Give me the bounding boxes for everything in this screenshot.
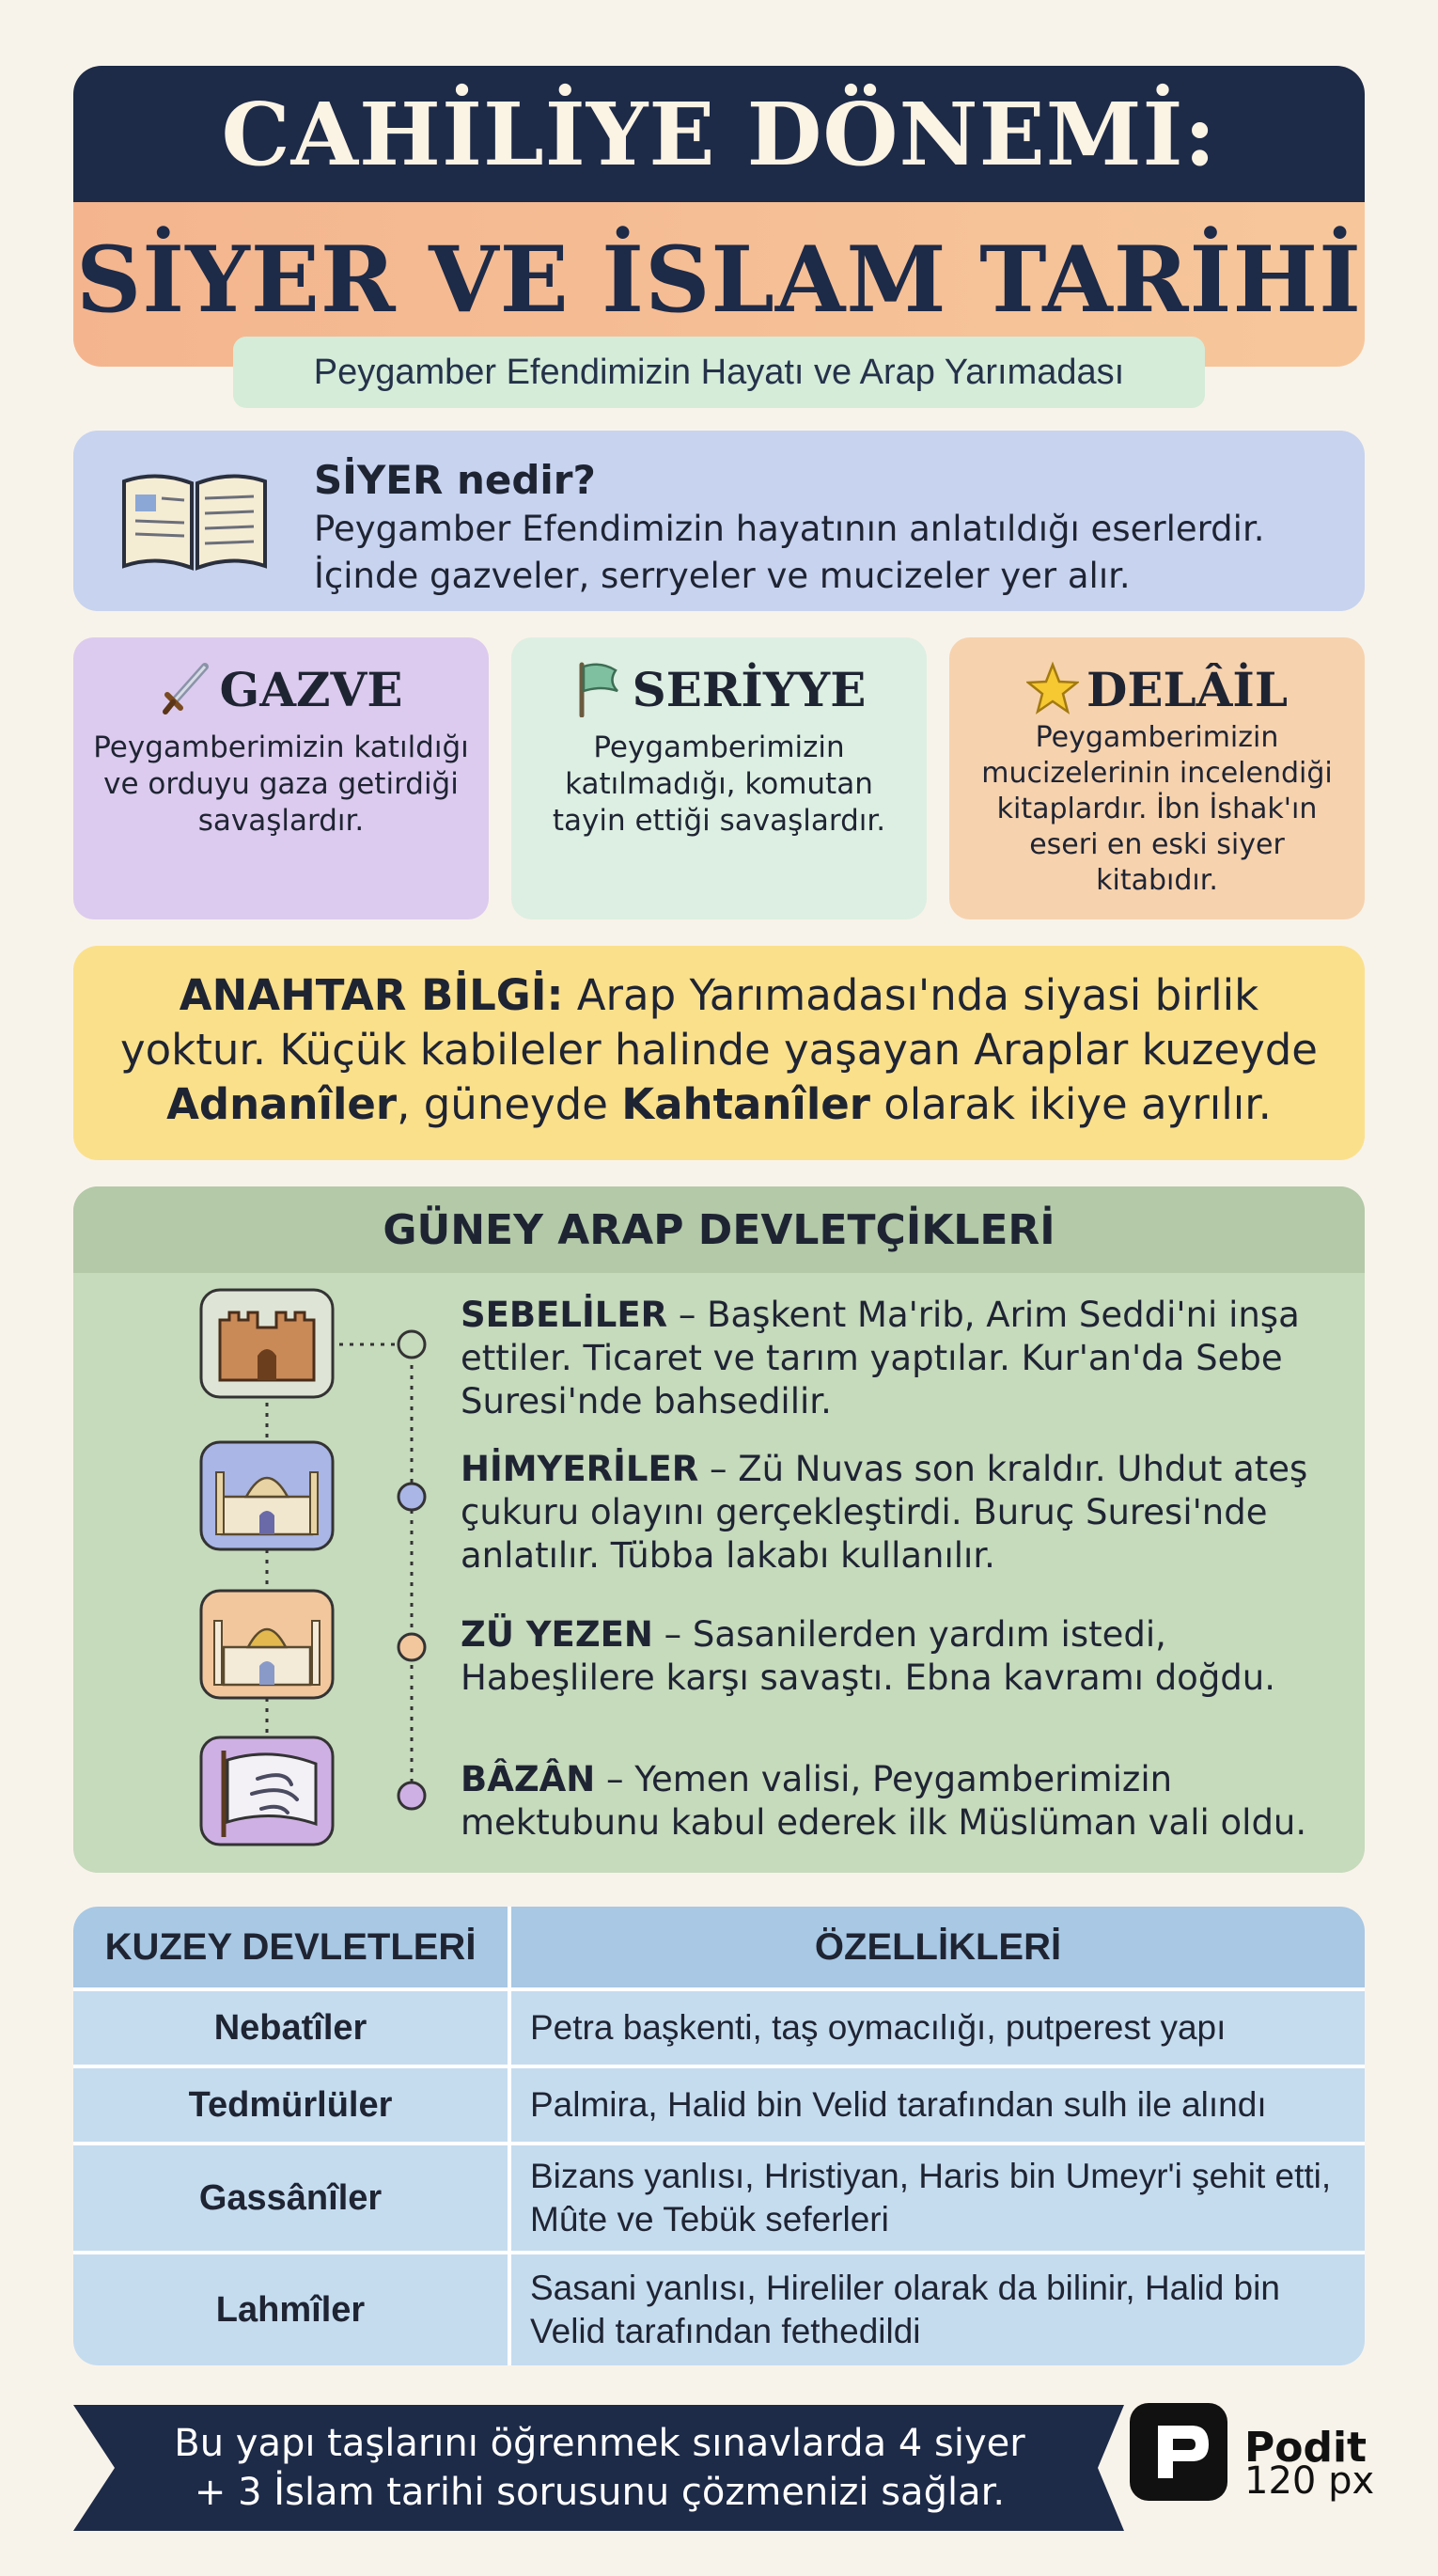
subtitle: Peygamber Efendimizin Hayatı ve Arap Yarımadası (233, 337, 1205, 408)
footer-ribbon (73, 2405, 1124, 2531)
card-seriyye-text: Peygamberimizin katılmadığı, komutan tayin ettiği savaşlardır. (552, 730, 886, 838)
siyer-line-1: Peygamber Efendimizin hayatının anlatıldığı eserlerdir. (314, 509, 1265, 549)
key-info-box (73, 946, 1365, 1160)
card-delail-title: DELÂİL (1086, 661, 1288, 717)
card-delail-text: Peygamberimizin mucizelerinin incelendiği kitaplardır. İbn İshak'ın eseri en eski siyer kitabıdır. (981, 721, 1333, 897)
footer-line-1: Bu yapı taşlarını öğrenmek sınavlarda 4 siyer (174, 2422, 1025, 2465)
mosque-icon (201, 1591, 333, 1698)
table-row (73, 2068, 1365, 2142)
card-delail (949, 637, 1365, 919)
brand-name: Podit (1244, 2424, 1368, 2472)
table-header-col2: ÖZELLİKLERİ (511, 1907, 1365, 1987)
bazan-text: – Yemen valisi, Peygamberimizin mektubunu kabul ederek ilk Müslüman vali oldu. (461, 1759, 1307, 1843)
title-line-1: CAHİLİYE DÖNEMİ: (221, 83, 1217, 185)
himyeriler-text: – Zü Nuvas son kraldır. Uhdut ateş çukuru olayını gerçekleştirdi. Buruç Suresi'nde anlatılır. Tübba lakabı kullanılır. (461, 1449, 1308, 1576)
key-label: ANAHTAR BİLGİ: (179, 970, 564, 1020)
zu-yezen-text: – Sasanilerden yardım istedi, Habeşlilere karşı savaştı. Ebna kavramı doğdu. (461, 1614, 1276, 1698)
table-cell-name: Gassânîler (73, 2145, 508, 2251)
sword-icon (160, 661, 212, 717)
table-cell-name: Lahmîler (73, 2254, 508, 2365)
bazan-name: BÂZÂN (461, 1759, 596, 1799)
table-row (73, 2254, 1365, 2365)
key-text-1: Arap Yarımadası'nda siyasi birlik yoktur. Küçük kabileler halinde yaşayan Araplar kuzeyde (120, 970, 1318, 1075)
star-icon (1026, 661, 1079, 717)
flag-icon (572, 661, 625, 717)
south-item-zu-yezen (461, 1613, 1335, 1700)
footer-line-2: + 3 İslam tarihi sorusunu çözmenizi sağlar. (194, 2471, 1006, 2514)
open-book-icon (115, 463, 274, 579)
south-arab-states-section (73, 1186, 1365, 1873)
south-heading: GÜNEY ARAP DEVLETÇİKLERİ (73, 1186, 1365, 1273)
card-seriyye (511, 637, 927, 919)
key-bold-adnaniler: Adnanîler (166, 1079, 398, 1129)
siyer-text (314, 506, 1338, 600)
fortress-icon (201, 1290, 333, 1397)
footer-text (130, 2405, 1070, 2531)
infographic-page (73, 66, 1375, 2514)
siyer-title: SİYER nedir? (314, 457, 596, 503)
south-item-himyeriler (461, 1448, 1335, 1578)
sebeliler-text: – Başkent Ma'rib, Arim Seddi'ni inşa ettiler. Ticaret ve tarım yaptılar. Kur'an'da Sebe Suresi'nde bahsedilir. (461, 1295, 1300, 1422)
card-gazve-text: Peygamberimizin katıldığı ve orduyu gaza getirdiği savaşlardır. (93, 730, 469, 838)
sebeliler-name: SEBELİLER (461, 1295, 668, 1335)
table-cell-name: Tedmürlüler (73, 2068, 508, 2142)
himyeriler-name: HİMYERİLER (461, 1449, 699, 1489)
banner-icon (201, 1737, 333, 1845)
header-banner (73, 66, 1365, 367)
px-note: 120 px (1244, 2459, 1375, 2503)
header-top-band (73, 66, 1365, 202)
title-line-2: SİYER VE İSLAM TARİHİ (75, 227, 1363, 333)
table-cell-desc: Sasani yanlısı, Hireliler olarak da bilinir, Halid bin Velid tarafından fethedildi (511, 2254, 1365, 2365)
key-text-2: , güneyde (397, 1079, 622, 1129)
table-cell-desc: Palmira, Halid bin Velid tarafından sulh ile alındı (511, 2068, 1365, 2142)
table-row (73, 2145, 1365, 2251)
table-cell-name: Nebatîler (73, 1991, 508, 2065)
table-row (73, 1991, 1365, 2065)
card-gazve (73, 637, 489, 919)
podit-logo-icon (1130, 2403, 1227, 2501)
siyer-line-2: İçinde gazveler, serryeler ve mucizeler yer alır. (314, 556, 1131, 596)
key-text-3: olarak ikiye ayrılır. (869, 1079, 1272, 1129)
south-item-sebeliler (461, 1294, 1335, 1423)
key-bold-kahtaniler: Kahtanîler (621, 1079, 870, 1129)
table-cell-desc: Petra başkenti, taş oymacılığı, putperest yapı (511, 1991, 1365, 2065)
zu-yezen-name: ZÜ YEZEN (461, 1614, 653, 1655)
table-header-col1: KUZEY DEVLETLERİ (73, 1907, 508, 1987)
siyer-definition-box (73, 431, 1365, 611)
north-states-table (73, 1907, 1365, 2365)
card-gazve-title: GAZVE (219, 661, 403, 717)
table-cell-desc: Bizans yanlısı, Hristiyan, Haris bin Umeyr'i şehit etti, Mûte ve Tebük seferleri (511, 2145, 1365, 2251)
palace-icon (201, 1442, 333, 1549)
card-seriyye-title: SERİYYE (632, 661, 867, 717)
south-item-bazan (461, 1758, 1335, 1845)
table-header-row (73, 1907, 1365, 1987)
